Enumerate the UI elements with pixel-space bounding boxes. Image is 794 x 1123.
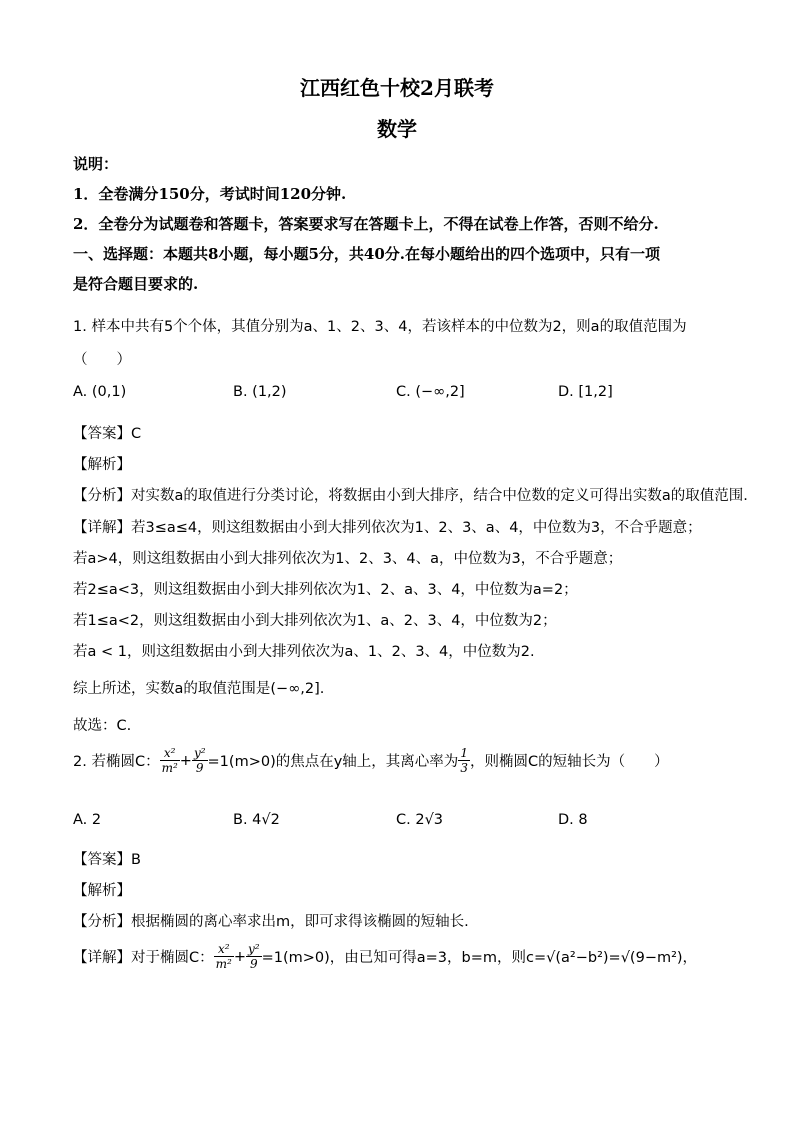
q2-fraction-x bbox=[160, 746, 180, 775]
q2-option-a: A. 2 bbox=[73, 812, 102, 828]
q2-frac-e-num: 1 bbox=[460, 746, 468, 760]
q2-frac-e-den: 3 bbox=[460, 761, 468, 775]
q2-stem bbox=[73, 746, 669, 775]
q2-detail-fraction-x bbox=[214, 942, 234, 971]
q2-option-d: D. 8 bbox=[558, 812, 588, 828]
q2-detail-frac-x-den: m² bbox=[215, 957, 232, 971]
q1-detail-1: 【详解】若3≤a≤4，则这组数据由小到大排列依次为1、2、3、a、4，中位数为3，不合乎题意； bbox=[73, 520, 702, 536]
q2-detail-post: =1(m>0)，由已知可得a=3，b=m，则c=√(a²−b²)=√(9−m²)， bbox=[261, 950, 698, 966]
q1-option-d: D. [1,2] bbox=[558, 384, 613, 400]
q2-stem-post: ，则椭圆C的短轴长为（ ） bbox=[469, 754, 669, 770]
q1-detail-5: 若a < 1，则这组数据由小到大排列依次为a、1、2、3、4，中位数为2. bbox=[73, 644, 535, 660]
q2-detail-frac-y-den: 9 bbox=[249, 957, 258, 971]
q2-eq-mid: =1(m>0)的焦点在y轴上，其离心率为 bbox=[207, 754, 459, 770]
q2-answer: 【答案】B bbox=[73, 852, 141, 868]
q1-choice: 故选：C. bbox=[73, 718, 132, 734]
q2-analysis-label: 【解析】 bbox=[73, 883, 131, 899]
q1-summary: 综上所述，实数a的取值范围是(−∞,2]. bbox=[73, 681, 325, 697]
q2-detail-pre: 【详解】对于椭圆C： bbox=[73, 950, 214, 966]
q1-option-c: C. (−∞,2] bbox=[396, 384, 465, 400]
q2-detail-plus: + bbox=[233, 948, 246, 965]
subject-title: 数学 bbox=[377, 117, 417, 141]
q2-detail-frac-x-num: x² bbox=[214, 942, 234, 957]
exam-title: 江西红色十校2月联考 bbox=[300, 76, 494, 100]
q1-detail-4: 若1≤a<2，则这组数据由小到大排列依次为1、a、2、3、4，中位数为2； bbox=[73, 613, 557, 629]
q1-fenxi: 【分析】对实数a的取值进行分类讨论，将数据由小到大排序，结合中位数的定义可得出实数a的取值范围. bbox=[73, 488, 748, 504]
note-item-1: 1．全卷满分150分，考试时间120分钟. bbox=[73, 185, 347, 203]
q2-detail bbox=[73, 942, 697, 971]
q2-frac-y-num: y² bbox=[193, 746, 206, 760]
notes-heading: 说明： bbox=[73, 155, 119, 173]
q1-analysis-label: 【解析】 bbox=[73, 457, 131, 473]
q2-detail-frac-y-num: y² bbox=[247, 942, 260, 956]
q2-detail-fraction-y bbox=[246, 942, 262, 971]
q2-frac-x-den: m² bbox=[161, 761, 178, 775]
q1-detail-3: 若2≤a<3，则这组数据由小到大排列依次为1、2、a、3、4，中位数为a=2； bbox=[73, 582, 578, 598]
q2-fraction-y bbox=[192, 746, 208, 775]
q1-paren: （ ） bbox=[73, 352, 131, 368]
section-heading-line-1: 一、选择题：本题共8小题，每小题5分，共40分.在每小题给出的四个选项中，只有一项 bbox=[73, 245, 660, 263]
q2-frac-x-num: x² bbox=[160, 746, 180, 761]
q2-frac-y-den: 9 bbox=[195, 761, 204, 775]
q2-option-c: C. 2√3 bbox=[396, 812, 444, 828]
section-heading-line-2: 是符合题目要求的. bbox=[73, 275, 199, 293]
note-item-2: 2．全卷分为试题卷和答题卡，答案要求写在答题卡上，不得在试卷上作答，否则不给分. bbox=[73, 215, 659, 233]
q2-plus: + bbox=[179, 752, 192, 769]
q1-option-a: A. (0,1) bbox=[73, 384, 127, 400]
q2-stem-pre: 2. 若椭圆C： bbox=[73, 754, 160, 770]
q2-option-b: B. 4√2 bbox=[233, 812, 280, 828]
q1-option-b: B. (1,2) bbox=[233, 384, 287, 400]
q2-fraction-e bbox=[458, 746, 470, 775]
q1-stem: 1. 样本中共有5个个体，其值分别为a、1、2、3、4，若该样本的中位数为2，则a的取值范围为 bbox=[73, 319, 687, 335]
q1-answer: 【答案】C bbox=[73, 426, 142, 442]
q2-fenxi: 【分析】根据椭圆的离心率求出m，即可求得该椭圆的短轴长. bbox=[73, 914, 469, 930]
q1-detail-2: 若a>4，则这组数据由小到大排列依次为1、2、3、4、a，中位数为3，不合乎题意； bbox=[73, 551, 623, 567]
